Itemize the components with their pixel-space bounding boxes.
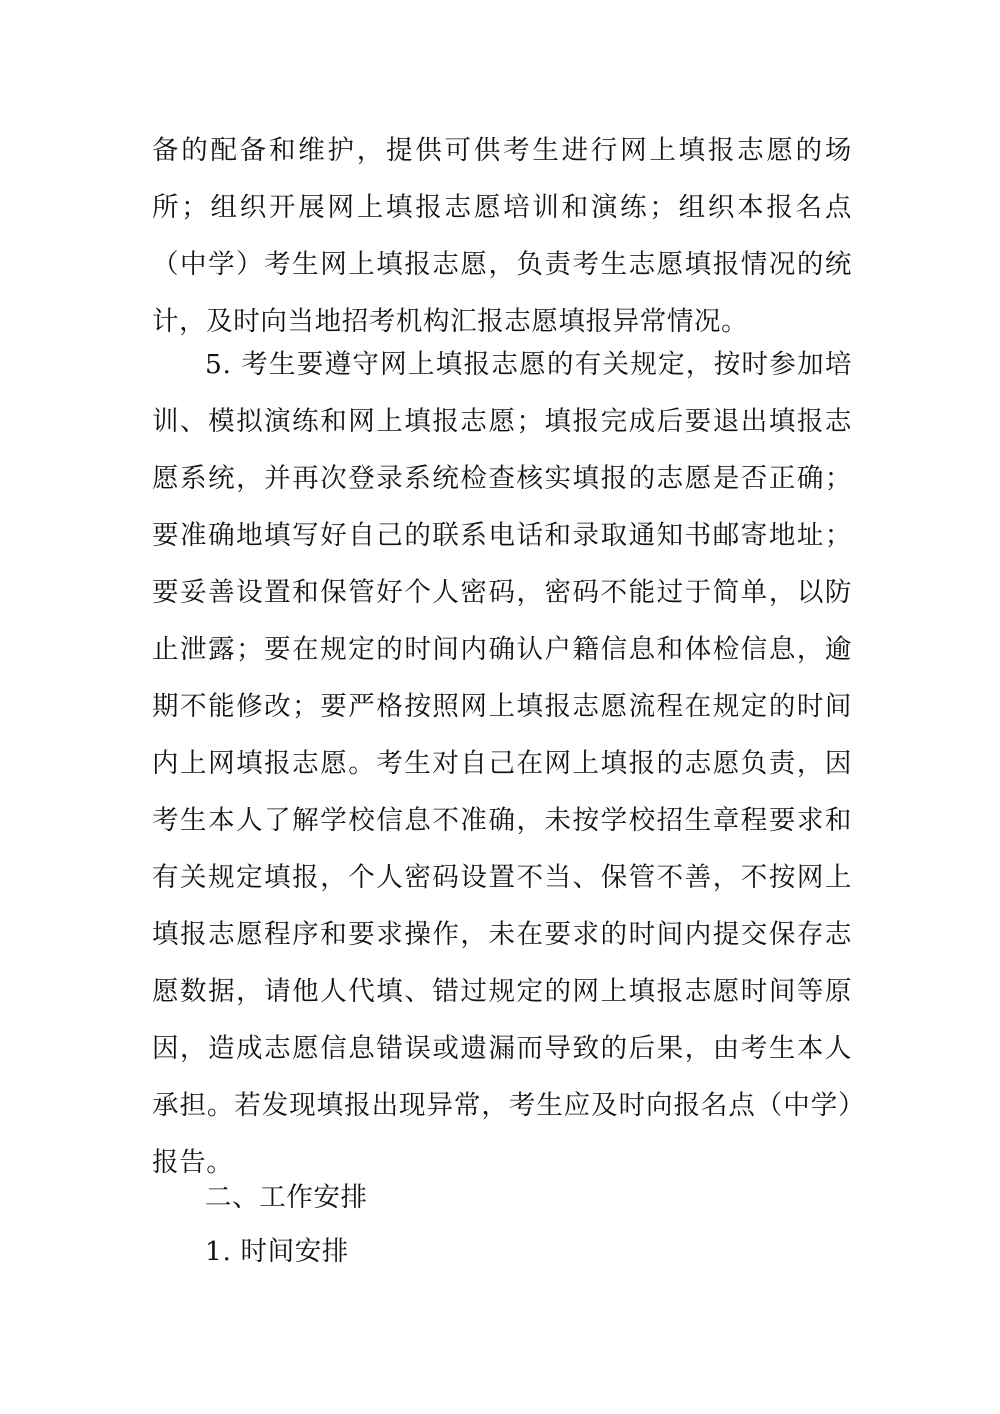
paragraph-continuation — [152, 122, 852, 350]
section-heading: 二、工作安排 — [205, 1182, 368, 1213]
paragraph-item-5 — [152, 336, 852, 1191]
paragraph-text: 5. 考生要遵守网上填报志愿的有关规定，按时参加培训、模拟演练和网上填报志愿；填报完成后要退出填报志愿系统，并再次登录系统检查核实填报的志愿是否正确；要准确地填写好自己的联系电话和录取通知书邮寄地址；要妥善设置和保管好个人密码，密码不能过于简单，以防止泄露；要在规定的时间内确认户籍信息和体检信息，逾期不能修改；要严格按照网上填报志愿流程在规定的时间内上网填报志愿。考生对自己在网上填报的志愿负责，因考生本人了解学校信息不准确，未按学校招生章程要求和有关规定填报，个人密码设置不当、保管不善，不按网上填报志愿程序和要求操作，未在要求的时间内提交保存志愿数据，请他人代填、错过规定的网上填报志愿时间等原因，造成志愿信息错误或遗漏而导致的后果，由考生本人承担。若发现填报出现异常，考生应及时向报名点（中学）报告。 — [152, 349, 852, 1178]
paragraph-text: 备的配备和维护，提供可供考生进行网上填报志愿的场所；组织开展网上填报志愿培训和演练；组织本报名点（中学）考生网上填报志愿，负责考生志愿填报情况的统计，及时向当地招考机构汇报志愿填报异常情况。 — [152, 135, 852, 337]
subsection-heading: 1. 时间安排 — [205, 1236, 349, 1267]
